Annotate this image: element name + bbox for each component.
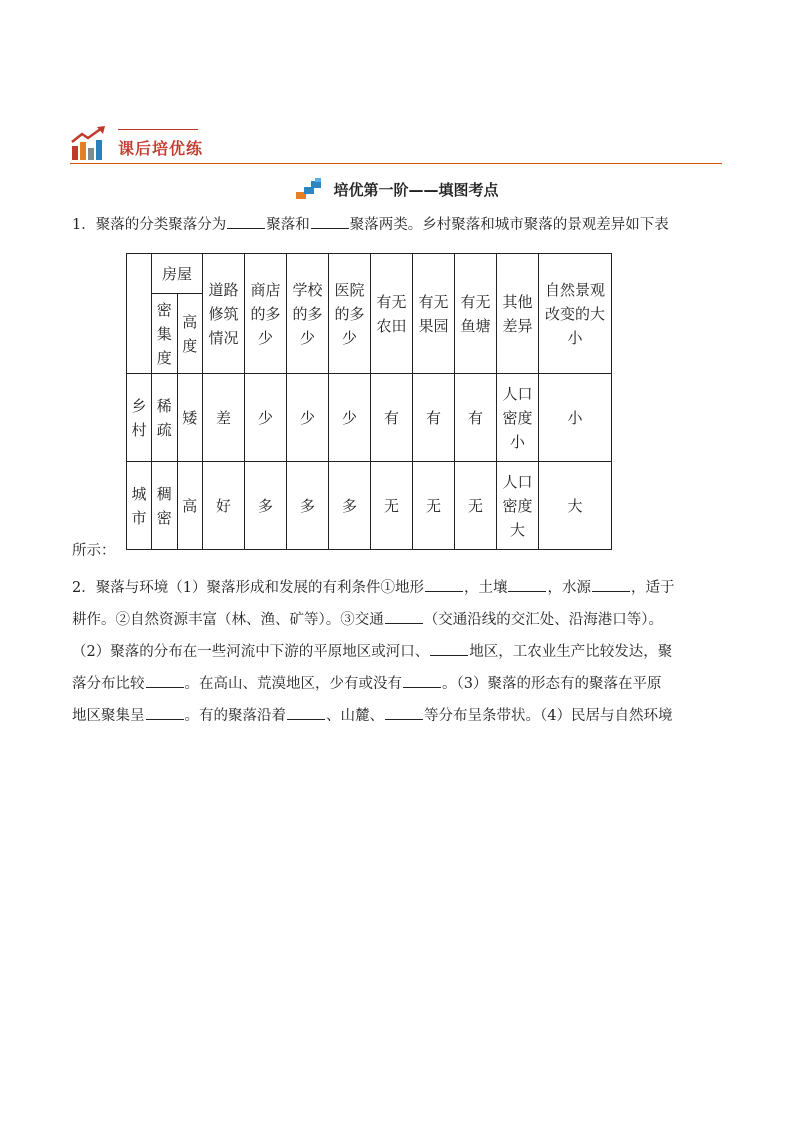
cell-road: 好: [203, 462, 245, 550]
corner-cell: [127, 254, 152, 374]
cell-other: 人口密度大: [497, 462, 539, 550]
question-2-line-2: [72, 604, 663, 636]
header-house: 房屋: [152, 254, 203, 294]
cell-hospital: 多: [329, 462, 371, 550]
answer-blank[interactable]: [227, 214, 265, 229]
answer-blank[interactable]: [508, 577, 546, 592]
cell-school: 少: [287, 374, 329, 462]
answer-blank[interactable]: [385, 609, 423, 624]
q2-text: 地区，工农业生产比较发达，聚: [469, 644, 673, 660]
answer-blank[interactable]: [430, 641, 468, 656]
steps-icon: [295, 178, 327, 200]
header-shop: 商店的多少: [245, 254, 287, 374]
table-row: [127, 462, 612, 550]
row-label: 城市: [127, 462, 152, 550]
answer-blank[interactable]: [146, 705, 184, 720]
header-other: 其他差异: [497, 254, 539, 374]
header-divider: [70, 163, 722, 164]
q1-text-3: 聚落两类。乡村聚落和城市聚落的景观差异如下表: [349, 217, 669, 233]
q2-text: ，适于: [630, 580, 675, 596]
cell-farmland: 有: [371, 374, 413, 462]
cell-other: 人口密度小: [497, 374, 539, 462]
cell-nature: 小: [539, 374, 612, 462]
question-2-line-5: [72, 700, 672, 732]
q2-text: 落分布比较: [72, 676, 145, 692]
table-caption-tail: 所示：: [72, 543, 116, 559]
q2-text: 2．聚落与环境（1）聚落形成和发展的有利条件①地形: [72, 580, 424, 596]
q2-text: 。在高山、荒漠地区，少有或没有: [184, 676, 402, 692]
q2-text: ，水源: [547, 580, 591, 596]
row-label: 乡村: [127, 374, 152, 462]
question-2-line-3: [72, 636, 672, 668]
q2-text: 。有的聚落沿着: [184, 708, 286, 724]
answer-blank[interactable]: [385, 705, 423, 720]
cell-height: 矮: [177, 374, 203, 462]
answer-blank[interactable]: [592, 577, 630, 592]
q2-text: 等分布呈条带状。（4）民居与自然环境: [424, 708, 673, 724]
q2-text: 、山麓、: [326, 708, 384, 724]
header-orchard: 有无果园: [413, 254, 455, 374]
question-2-line-1: [72, 572, 674, 604]
header-top-line: [118, 129, 198, 130]
landscape-comparison-table: [126, 253, 612, 550]
q2-text: （交通沿线的交汇处、沿海港口等）。: [423, 612, 663, 628]
q2-text: 耕作。②自然资源丰富（林、渔、矿等）。③交通: [72, 612, 384, 628]
header-road: 道路修筑情况: [203, 254, 245, 374]
header-school: 学校的多少: [287, 254, 329, 374]
answer-blank[interactable]: [146, 673, 184, 688]
header-farmland: 有无农田: [371, 254, 413, 374]
cell-density: 稀疏: [152, 374, 178, 462]
cell-shop: 少: [245, 374, 287, 462]
cell-shop: 多: [245, 462, 287, 550]
cell-school: 多: [287, 462, 329, 550]
cell-farmland: 无: [371, 462, 413, 550]
header-density: 密集度: [152, 294, 178, 374]
q2-text: ，土壤: [463, 580, 508, 596]
section-label: 课后培优练: [118, 139, 204, 158]
cell-orchard: 无: [413, 462, 455, 550]
cell-fishpond: 有: [455, 374, 497, 462]
section-title: 培优第一阶——填图考点: [333, 180, 499, 199]
question-2-line-4: [72, 668, 661, 700]
question-1: [72, 209, 669, 241]
header-height: 高度: [177, 294, 203, 374]
answer-blank[interactable]: [403, 673, 441, 688]
cell-nature: 大: [539, 462, 612, 550]
answer-blank[interactable]: [287, 705, 325, 720]
q2-text: 地区聚集呈: [72, 708, 145, 724]
header-nature: 自然景观改变的大小: [539, 254, 612, 374]
answer-blank[interactable]: [425, 577, 463, 592]
q2-text: （2）聚落的分布在一些河流中下游的平原地区或河口、: [72, 644, 430, 660]
cell-fishpond: 无: [455, 462, 497, 550]
header-hospital: 医院的多少: [329, 254, 371, 374]
table-row: [127, 374, 612, 462]
cell-density: 稠密: [152, 462, 178, 550]
q2-text: 。（3）聚落的形态有的聚落在平原: [442, 676, 662, 692]
cell-orchard: 有: [413, 374, 455, 462]
q1-text-1: 1．聚落的分类聚落分为: [72, 217, 227, 233]
section-heading: [0, 178, 794, 204]
cell-hospital: 少: [329, 374, 371, 462]
answer-blank[interactable]: [311, 214, 349, 229]
header-fishpond: 有无鱼塘: [455, 254, 497, 374]
cell-road: 差: [203, 374, 245, 462]
q1-text-2: 聚落和: [266, 217, 310, 233]
cell-height: 高: [177, 462, 203, 550]
bar-chart-arrow-icon: [70, 126, 108, 162]
